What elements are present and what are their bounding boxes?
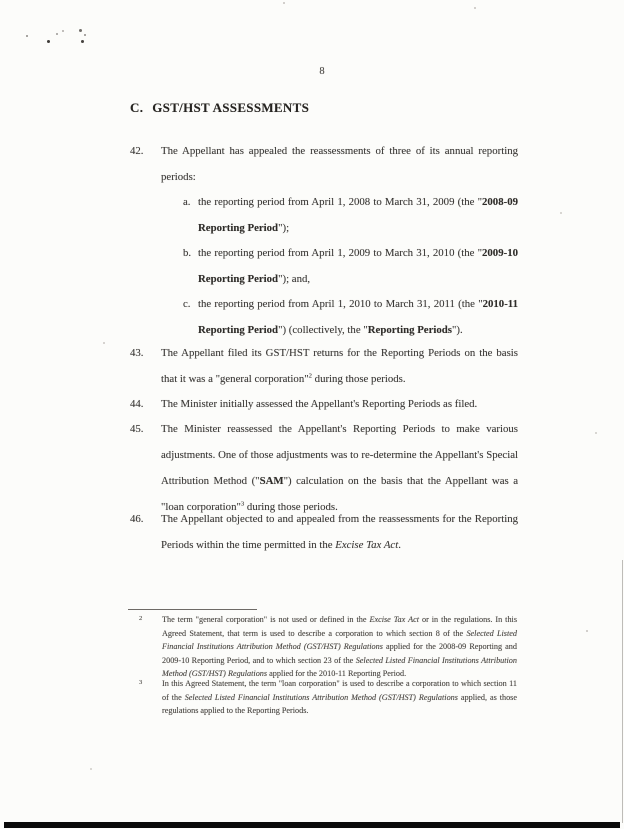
list-item-b <box>183 240 518 292</box>
text-segment: Selected Listed Financial Institutions Attribution Method (GST/HST) Regulations <box>184 692 458 702</box>
scan-speck <box>586 630 588 632</box>
paragraph-42 <box>130 138 518 190</box>
scan-speck <box>103 342 105 344</box>
text-segment: applied, as those regulations applied to the Reporting Periods. <box>162 692 517 716</box>
section-heading <box>130 100 309 116</box>
text-segment: 3 <box>240 500 245 508</box>
list-text <box>198 189 518 241</box>
scan-speck <box>595 432 597 434</box>
paragraph-45 <box>130 416 518 520</box>
scan-speck <box>474 7 476 9</box>
list-letter: a. <box>183 196 191 208</box>
text-segment: The Appellant filed its GST/HST returns for the Reporting Periods on the basis that it was a "general corporation" <box>161 347 518 385</box>
paragraph-number: 44. <box>130 398 144 410</box>
text-segment: The Minister reassessed the Appellant's Reporting Periods to make various adjustments. One of those adjustments was to re-determine the Appellant's Special Attribution Method (" <box>161 423 518 487</box>
text-segment: during those periods. <box>311 373 406 385</box>
paragraph-number: 46. <box>130 513 144 525</box>
text-segment: The Appellant has appealed the reassessments of three of its annual reporting periods: <box>161 145 518 183</box>
paragraph-number: 42. <box>130 145 144 157</box>
scan-bottom-bar <box>4 822 620 828</box>
text-segment: Excise Tax Act <box>335 539 399 551</box>
scan-speck <box>283 2 285 4</box>
text-segment: 2 <box>308 372 312 380</box>
pencil-dot <box>79 29 82 32</box>
pencil-dot <box>84 34 86 36</box>
text-segment: Selected Listed Financial Institutions Attribution Method (GST/HST) Regulations <box>162 655 517 679</box>
scan-right-edge-line <box>622 560 623 823</box>
paragraph-43 <box>130 340 518 392</box>
text-segment: SAM <box>259 475 284 487</box>
list-item-c <box>183 291 518 343</box>
text-segment: 2009-10 Reporting Period <box>198 247 518 285</box>
text-segment: applied for the 2008-09 Reporting and 2009-10 Reporting Period, and to which section 23 of the <box>162 642 517 665</box>
footnote-marker: 3 <box>139 679 143 686</box>
pencil-dot <box>62 30 64 32</box>
pencil-dot <box>81 40 84 43</box>
footnote-separator <box>128 609 257 610</box>
list-text <box>198 240 518 292</box>
text-segment: . <box>398 539 401 551</box>
scan-speck <box>90 768 92 770</box>
paragraph-text <box>161 416 518 520</box>
footnote-3 <box>137 677 517 718</box>
footnote-text <box>162 677 517 718</box>
paragraph-46 <box>130 506 518 558</box>
text-segment: The Minister initially assessed the Appellant's Reporting Periods as filed. <box>161 398 478 410</box>
text-segment: the reporting period from April 1, 2010 to March 31, 2011 (the " <box>198 298 483 310</box>
paragraph-44 <box>130 391 518 417</box>
text-segment: applied for the 2010-11 Reporting Period. <box>267 669 407 679</box>
section-title: GST/HST ASSESSMENTS <box>152 100 310 115</box>
text-segment: The term "general corporation" is not used or defined in the <box>162 615 370 624</box>
footnote-2 <box>137 613 517 681</box>
text-segment: The Appellant objected to and appealed from the reassessments for the Reporting Periods within the time permitted in the <box>161 513 518 551</box>
text-segment: ") (collectively, the " <box>278 324 368 336</box>
footnote-text <box>162 613 517 681</box>
list-item-a <box>183 189 518 241</box>
section-label: C. <box>130 100 144 115</box>
paragraph-number: 43. <box>130 347 144 359</box>
text-segment: "); <box>278 222 290 234</box>
text-segment: In this Agreed Statement, the term "loan corporation" is used to describe a corporation to which section 11 of the <box>162 679 517 702</box>
text-segment: during those periods. <box>244 501 338 513</box>
footnote-marker: 2 <box>139 615 143 622</box>
text-segment: Excise Tax Act <box>369 615 420 624</box>
pencil-dot <box>47 40 50 43</box>
paragraph-text <box>161 391 518 417</box>
text-segment: ") calculation on the basis that the Appellant was a "loan corporation" <box>161 475 519 513</box>
paragraph-text <box>161 340 518 392</box>
text-segment: "). <box>452 324 463 336</box>
paragraph-number: 45. <box>130 423 144 435</box>
pencil-dot <box>56 33 58 35</box>
text-segment: Selected Listed Financial Institutions Attribution Method (GST/HST) Regulations <box>162 628 517 652</box>
paragraph-text <box>161 506 518 558</box>
scan-speck <box>560 212 562 214</box>
text-segment: or in the regulations. In this Agreed Statement, that term is used to describe a corporation to which section 8 of the <box>162 615 518 638</box>
list-letter: b. <box>183 247 192 259</box>
text-segment: "); and, <box>278 273 311 285</box>
page-number: 8 <box>319 66 325 77</box>
list-text <box>198 291 518 343</box>
text-segment: the reporting period from April 1, 2008 to March 31, 2009 (the " <box>198 196 482 208</box>
text-segment: the reporting period from April 1, 2009 to March 31, 2010 (the " <box>198 247 482 259</box>
text-segment: 2008-09 Reporting Period <box>198 196 518 234</box>
pencil-dot <box>26 35 28 37</box>
paragraph-text <box>161 138 518 190</box>
text-segment: 2010-11 Reporting Period <box>198 298 518 336</box>
list-letter: c. <box>183 298 191 310</box>
text-segment: Reporting Periods <box>367 324 453 336</box>
